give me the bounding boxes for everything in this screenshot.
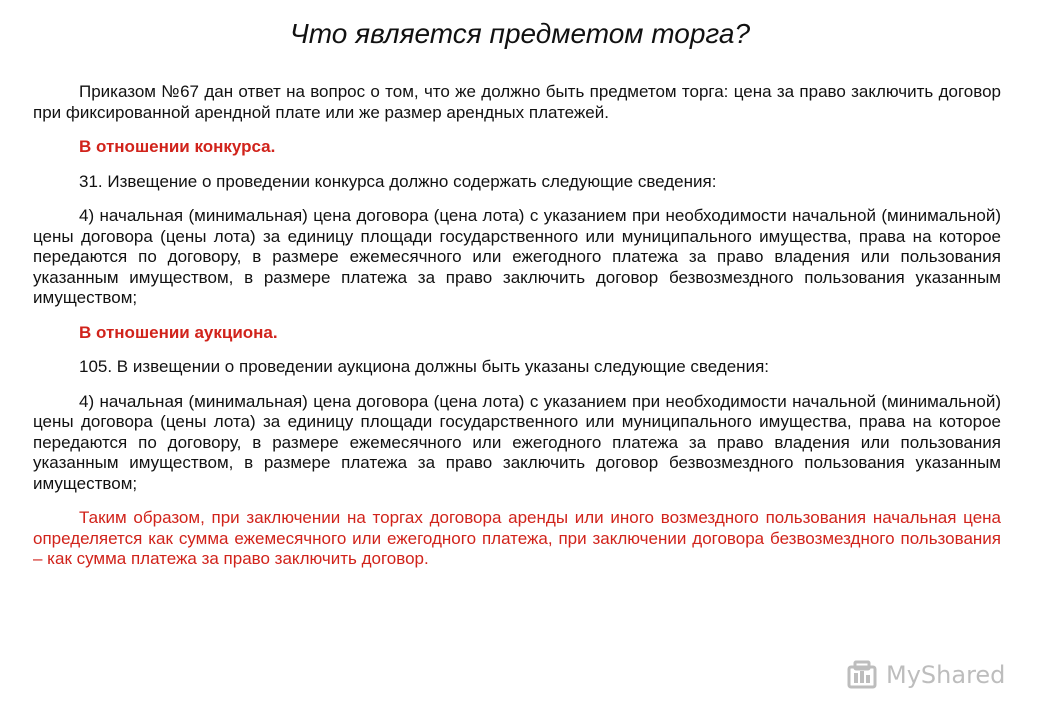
contest-item-4: 4) начальная (минимальная) цена договора (цена лота) с указанием при необходимости начальной (минимальной) цены договора (цены лота) за единицу площади государственного или муниципального имущества, права на которое передаются по договору, в размере ежемесячного или ежегодного платежа за право владения или пользования указанным имуществом, в размере платежа за право заключить договор безвозмездного пользования указанным имуществом;	[33, 206, 1001, 307]
myshared-brand-text: MyShared	[886, 661, 1006, 689]
auction-heading: В отношении аукциона.	[79, 322, 278, 342]
contest-heading: В отношении конкурса.	[79, 137, 276, 156]
slide-body	[33, 82, 1001, 570]
myshared-logo-icon	[846, 658, 880, 692]
intro-paragraph: Приказом №67 дан ответ на вопрос о том, что же должно быть предметом торга: цена за право заключить договор при фиксированной арендной плате или же размер арендных платежей.	[33, 82, 1001, 122]
slide-title: Что является предметом торга?	[289, 18, 751, 49]
auction-item-4: 4) начальная (минимальная) цена договора (цена лота) с указанием при необходимости начальной (минимальной) цены договора (цены лота) за единицу площади государственного или муниципального имущества, права на которое передаются по договору, в размере ежемесячного или ежегодного платежа за право владения или пользования указанным имуществом, в размере платежа за право заключить договор безвозмездного пользования указанным имуществом;	[33, 391, 1001, 493]
myshared-watermark	[846, 655, 1016, 695]
auction-clause-105: 105. В извещении о проведении аукциона должны быть указаны следующие сведения:	[79, 357, 769, 376]
contest-clause-31: 31. Извещение о проведении конкурса должно содержать следующие сведения:	[79, 171, 717, 191]
conclusion-paragraph: Таким образом, при заключении на торгах договора аренды или иного возмездного пользования начальная цена определяется как сумма ежемесячного или ежегодного платежа, при заключении договора безвозмездного пользования – как сумма платежа за право заключить договор.	[33, 508, 1001, 568]
